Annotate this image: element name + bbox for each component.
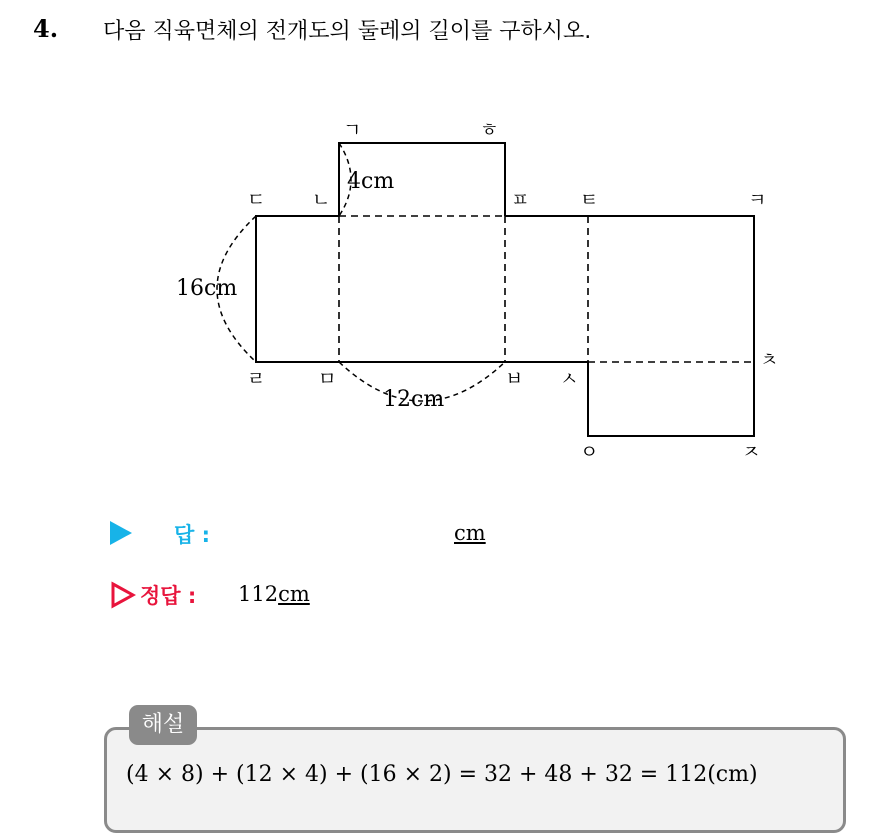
vertex-label-p: ㅍ <box>511 189 530 211</box>
correct-answer-value: 112 <box>238 582 279 606</box>
net-fold-lines <box>339 216 754 362</box>
solution-formula: (4 × 8) + (12 × 4) + (16 × 2) = 32 + 48 + 32 = 112(cm) <box>126 762 758 787</box>
answer-label: 답 : <box>174 523 210 547</box>
measure-left: 16cm <box>176 276 238 301</box>
measure-top: 4cm <box>347 169 395 194</box>
vertex-label-g: ㄱ <box>343 119 362 141</box>
correct-answer-value-wrap <box>238 582 310 606</box>
measure-bottom: 12cm <box>383 387 445 412</box>
answer-unit: cm <box>454 521 486 545</box>
vertex-label-m: ㅁ <box>318 368 337 390</box>
correct-triangle-icon <box>110 581 136 609</box>
question-number: 4. <box>33 14 59 43</box>
question-text: 다음 직육면체의 전개도의 둘레의 길이를 구하시오. <box>103 19 592 44</box>
correct-answer-unit: cm <box>278 582 310 606</box>
vertex-label-r: ㄹ <box>247 368 266 390</box>
vertex-label-n: ㄴ <box>312 189 331 211</box>
vertex-label-j: ㅈ <box>742 441 761 463</box>
vertex-label-s: ㅅ <box>560 368 579 390</box>
vertex-label-k: ㅋ <box>748 189 767 211</box>
answer-triangle-icon <box>110 521 132 545</box>
vertex-label-ch: ㅊ <box>760 349 779 371</box>
correct-answer-label: 정답 : <box>140 584 197 608</box>
vertex-label-t: ㅌ <box>580 189 599 211</box>
vertex-label-o: ㅇ <box>580 441 599 463</box>
vertex-label-b: ㅂ <box>505 368 524 390</box>
vertex-label-h: ㅎ <box>480 119 499 141</box>
vertex-label-d: ㄷ <box>247 189 266 211</box>
solution-tag: 해설 <box>129 705 197 745</box>
